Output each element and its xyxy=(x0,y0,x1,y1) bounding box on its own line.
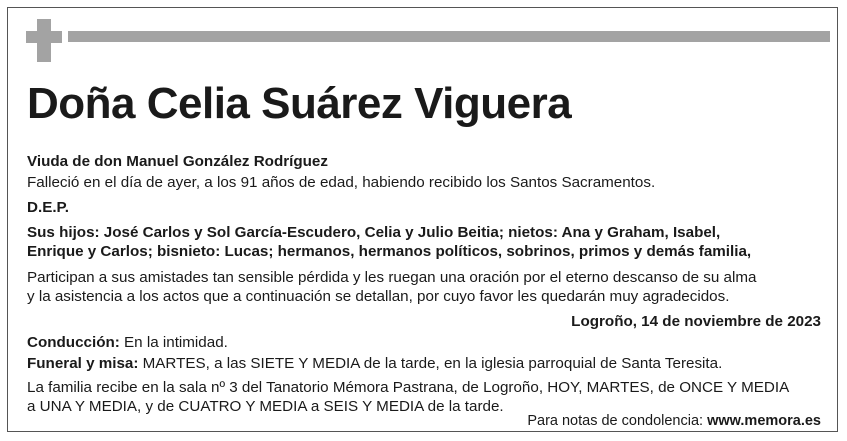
reception-line-2: a UNA Y MEDIA, y de CUATRO Y MEDIA a SEIS Y MEDIA de la tarde. xyxy=(27,398,504,415)
widow-line: Viuda de don Manuel González Rodríguez xyxy=(27,153,328,170)
deceased-name: Doña Celia Suárez Viguera xyxy=(27,79,572,128)
conduccion-line xyxy=(27,333,228,352)
funeral-line xyxy=(27,354,722,373)
funeral-text: MARTES, a las SIETE Y MEDIA de la tarde, en la iglesia parroquial de Santa Teresita. xyxy=(138,355,723,372)
funeral-label: Funeral y misa: xyxy=(27,355,139,372)
dep-line: D.E.P. xyxy=(27,199,69,216)
death-line: Falleció en el día de ayer, a los 91 años de edad, habiendo recibido los Santos Sacramentos. xyxy=(27,174,656,191)
conduccion-text: En la intimidad. xyxy=(119,334,228,351)
family-line-2: Enrique y Carlos; bisnieto: Lucas; hermanos, hermanos políticos, sobrinos, primos y demás familia, xyxy=(27,243,752,260)
place-date: Logroño, 14 de noviembre de 2023 xyxy=(571,313,821,330)
cross-icon xyxy=(26,19,62,62)
condolence-line xyxy=(527,412,821,431)
family-line-1: Sus hijos: José Carlos y Sol García-Escudero, Celia y Julio Beitia; nietos: Ana y Graham, Isabel, xyxy=(27,224,721,241)
condolence-label: Para notas de condolencia: xyxy=(527,413,708,429)
reception-line-1: La familia recibe en la sala nº 3 del Tanatorio Mémora Pastrana, de Logroño, HOY, MARTES, de ONCE Y MEDIA xyxy=(27,379,790,396)
invite-line-1: Participan a sus amistades tan sensible pérdida y les ruegan una oración por el eterno descanso de su alma xyxy=(27,269,757,286)
invite-line-2: y la asistencia a los actos que a continuación se detallan, por cuyo favor les quedarán muy agradecidos. xyxy=(27,288,730,305)
condolence-link[interactable]: www.memora.es xyxy=(707,413,821,429)
conduccion-label: Conducción: xyxy=(27,334,120,351)
header-rule xyxy=(68,31,830,42)
